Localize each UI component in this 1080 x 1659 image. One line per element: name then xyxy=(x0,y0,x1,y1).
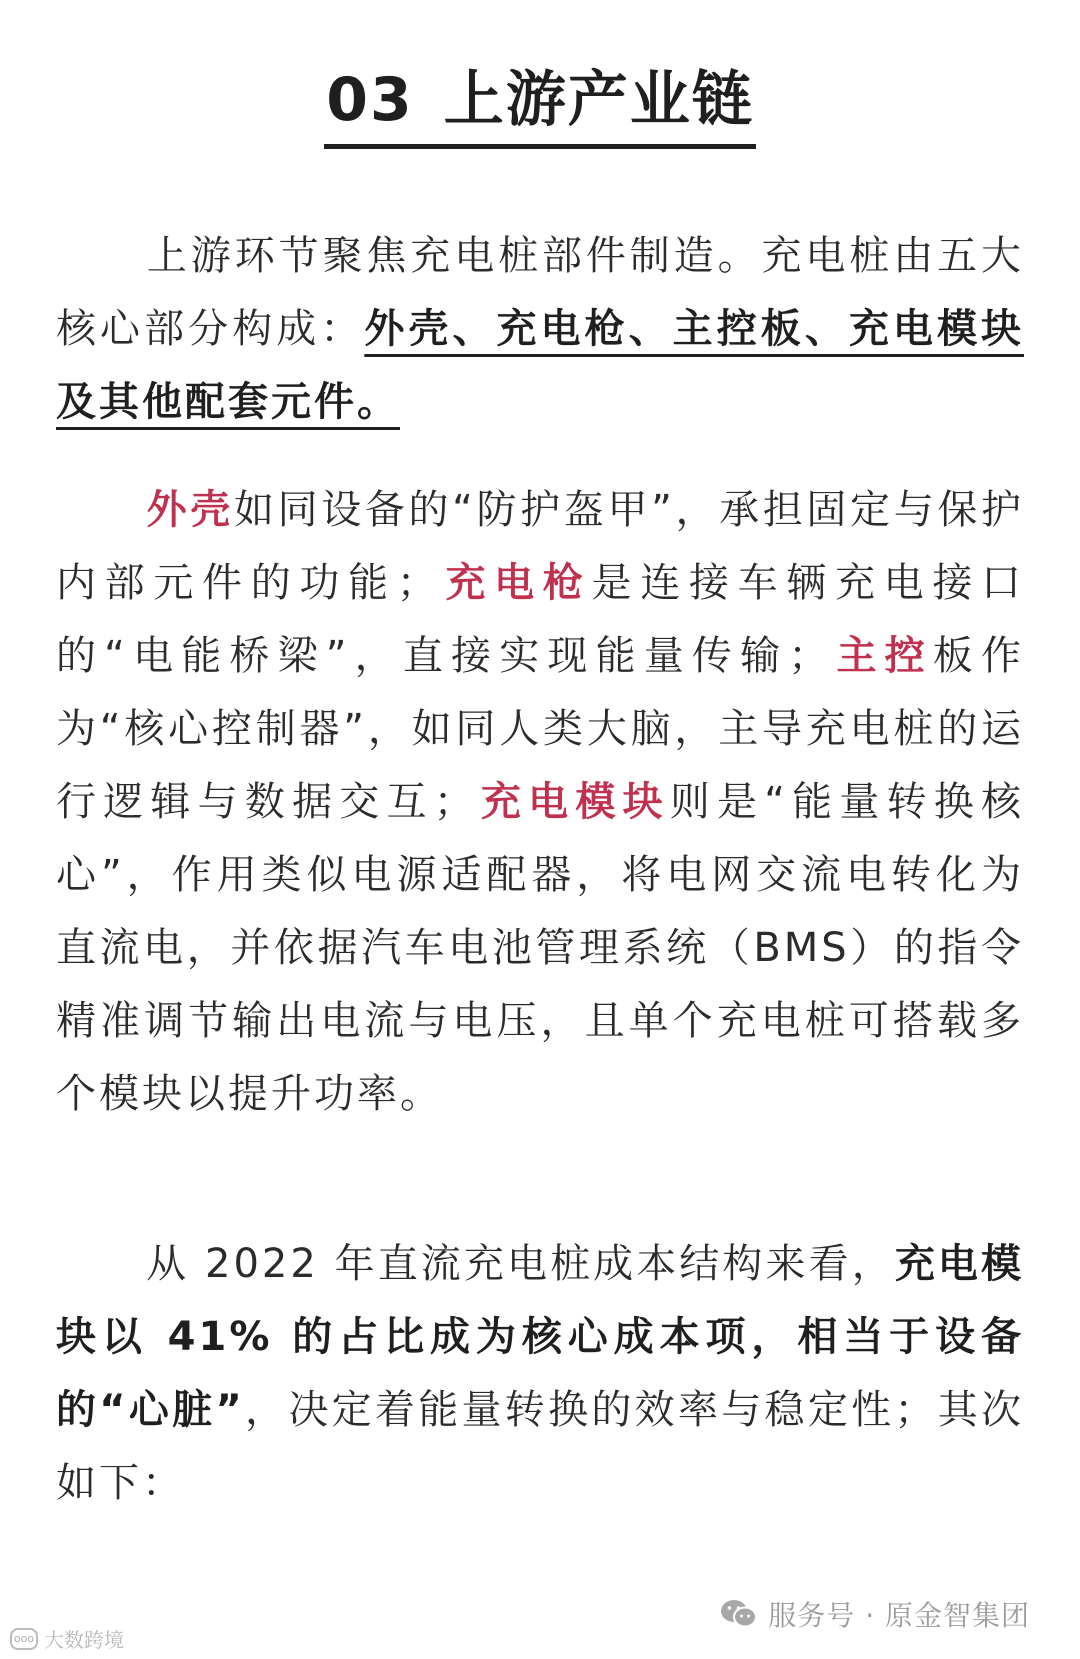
left-watermark xyxy=(10,1624,124,1653)
right-watermark-text: 服务号 · 原金智集团 xyxy=(768,1599,1030,1632)
paragraph-cost-structure xyxy=(56,1228,1024,1520)
main-control-description: 板作为“核心控制器”，如同人类大脑，主导充电桩的运行逻辑与数据交互； xyxy=(56,633,1025,825)
charging-gun-description: 是连接车辆充电接口的“电能桥梁”，直接实现能量传输； xyxy=(56,560,1025,679)
cost-intro-text: 从 2022 年直流充电桩成本结构来看， xyxy=(146,1241,895,1287)
term-main-control: 主控 xyxy=(831,633,933,679)
right-watermark xyxy=(720,1594,1030,1634)
section-number: 03 xyxy=(326,65,414,135)
term-shell: 外壳 xyxy=(146,487,234,533)
components-list-underlined: 外壳、充电枪、主控板、充电模块及其他配套元件。 xyxy=(56,306,1025,425)
footer-watermarks xyxy=(0,1590,1080,1650)
cost-conclusion-text: ，决定着能量转换的效率与稳定性；其次如下： xyxy=(56,1387,1025,1506)
cost-highlight-text: 充电模块以 41% 的占比成为核心成本项，相当于设备的“心脏” xyxy=(56,1241,1024,1433)
paragraph-components xyxy=(56,474,1024,1131)
section-title-text: 上游产业链 xyxy=(443,65,754,135)
section-title xyxy=(324,62,756,149)
logo-icon: ooo xyxy=(10,1628,38,1650)
intro-text: 上游环节聚焦充电桩部件制造。充电桩由五大核心部分构成： xyxy=(56,233,1024,352)
shell-description: 如同设备的“防护盔甲”，承担固定与保护内部元件的功能； xyxy=(56,487,1024,606)
charging-module-description: 则是“能量转换核心”，作用类似电源适配器，将电网交流电转化为直流电，并依据汽车电池管理系统（BMS）的指令精准调节输出电流与电压，且单个充电桩可搭载多个模块以提升功率。 xyxy=(56,779,1025,1117)
wechat-icon xyxy=(720,1598,758,1630)
term-charging-gun: 充电枪 xyxy=(439,560,592,606)
section-heading xyxy=(0,62,1080,149)
left-watermark-text: 大数跨境 xyxy=(44,1628,124,1652)
paragraph-intro xyxy=(56,220,1024,439)
term-charging-module: 充电模块 xyxy=(476,779,670,825)
